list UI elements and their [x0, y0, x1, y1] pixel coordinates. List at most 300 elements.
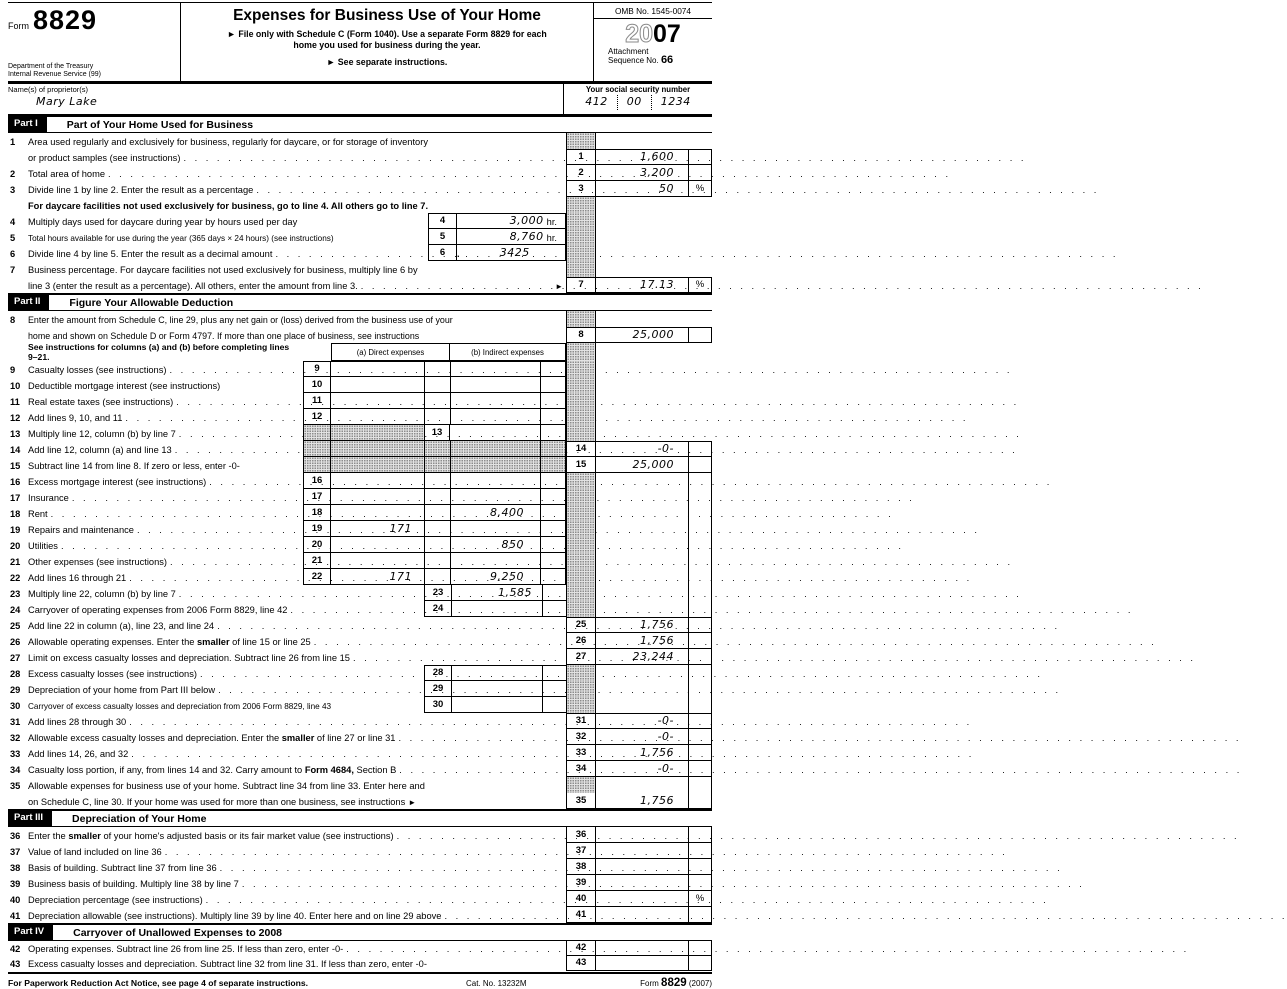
- line-27-cents[interactable]: [688, 649, 712, 664]
- shaded-cell: [566, 377, 596, 393]
- line-19-row: 19 Repairs and maintenance . . . 19 171: [8, 521, 712, 537]
- shaded-cell: [566, 681, 596, 697]
- line-19-indirect-amount[interactable]: [450, 521, 540, 536]
- line-35-number: 35: [10, 781, 21, 791]
- line-35-box-number: 35: [566, 793, 596, 808]
- part-3-label: Part III: [8, 811, 52, 826]
- form-subtitle-line1: ► File only with Schedule C (Form 1040). Use a separate Form 8829 for each: [227, 29, 547, 39]
- decimal-point: .: [457, 249, 460, 259]
- columns-note: See instructions for columns (a) and (b) before completing lines 9–21.: [28, 342, 290, 362]
- shaded-cell: [450, 457, 540, 472]
- form-word: Form: [8, 21, 29, 31]
- shaded-cell: [540, 441, 566, 456]
- line-32-amount[interactable]: -0-: [657, 730, 674, 743]
- line-12-direct-amount[interactable]: [331, 409, 424, 424]
- line-34-cents[interactable]: [688, 761, 712, 776]
- shaded-cell: [331, 441, 424, 456]
- line-37-box-number: 37: [566, 843, 596, 858]
- line-22-number: 22: [10, 573, 21, 583]
- dot-leaders: [220, 863, 566, 873]
- line-9-direct-amount[interactable]: [331, 362, 424, 376]
- line-36-text: Enter the: [28, 831, 69, 841]
- shaded-cell: [566, 777, 596, 793]
- right-arrow-icon: ►: [408, 798, 417, 807]
- line-4-box-number: 4: [428, 214, 457, 228]
- line-1-row-a: [8, 133, 712, 149]
- sequence-number: 66: [660, 54, 674, 66]
- dot-leaders: [129, 717, 566, 727]
- line-25-cents[interactable]: [688, 618, 712, 632]
- line-27-number: 27: [10, 653, 21, 663]
- form-8829-page: [0, 2, 721, 989]
- line-31-row: [8, 713, 712, 729]
- line-35-text-1: Allowable expenses for business use of your home. Subtract line 34 from line 33. Enter here and: [28, 781, 425, 791]
- line-35-row-b: [8, 793, 712, 809]
- line-18-row: 18 Rent . . . 18 8,400: [8, 505, 712, 521]
- line-11-text: Real estate taxes (see instructions): [28, 397, 174, 407]
- line-39-cents[interactable]: [688, 875, 712, 890]
- line-3-number: 3: [10, 185, 16, 195]
- part-3-bar: [8, 809, 712, 827]
- line-32-row: 32 Allowable excess casualty losses and depreciation. Enter the smaller of line 27 or line 31 . . . 32 -0-: [8, 729, 712, 745]
- part-2-title: Figure Your Allowable Deduction: [69, 296, 234, 309]
- line-41-cents[interactable]: [688, 907, 712, 922]
- dot-leaders: [275, 249, 428, 259]
- line-28-amount[interactable]: [452, 666, 542, 680]
- year-suffix: 07: [653, 20, 681, 48]
- line-43-cents[interactable]: [688, 956, 712, 970]
- footer-form-id: Form 8829 (2007): [640, 977, 712, 989]
- shaded-cell: [566, 505, 596, 521]
- line-42-text: Operating expenses. Subtract line 26 from line 25. If less than zero, enter -0-: [28, 944, 344, 954]
- line-29-amount[interactable]: [452, 681, 542, 696]
- line-31-cents[interactable]: [688, 714, 712, 728]
- line-7-box-number: 7: [566, 278, 596, 292]
- line-17-number: 17: [10, 493, 21, 503]
- dot-leaders: [169, 365, 303, 375]
- line-22-row: 22 Add lines 16 through 21 . . . 22 171 9,250: [8, 569, 712, 585]
- dot-leaders: [72, 493, 303, 503]
- dot-leaders: [175, 445, 303, 455]
- line-9-row: 9 Casualty losses (see instructions) . . . 9: [8, 361, 712, 377]
- line-10-direct-amount[interactable]: [331, 377, 424, 392]
- dot-leaders: [398, 733, 566, 743]
- line-5-number: 5: [10, 233, 16, 243]
- line-42-row: [8, 941, 712, 956]
- shaded-cell: [303, 425, 331, 440]
- shaded-cell: [566, 261, 596, 277]
- line-34-row: 34 Casualty loss portion, if any, from lines 14 and 32. Carry amount to Form 4684, Section B . . . 34 -0-: [8, 761, 712, 777]
- year-prefix: 20: [625, 20, 653, 48]
- line-18-number: 18: [10, 509, 21, 519]
- line-2-text: Total area of home: [28, 169, 106, 179]
- line-29-number: 29: [10, 685, 21, 695]
- line-41-box-number: 41: [566, 907, 596, 922]
- dot-leaders: [290, 605, 424, 615]
- line-40-text: Depreciation percentage (see instructions): [28, 895, 203, 905]
- line-23-amount[interactable]: 1,585: [498, 586, 532, 599]
- line-39-number: 39: [10, 879, 21, 889]
- line-34-box-number: 34: [566, 761, 596, 776]
- catalog-number: Cat. No. 13232M: [466, 979, 527, 988]
- line-34-text: Casualty loss portion, if any, from lines 14 and 32. Carry amount to: [28, 765, 305, 775]
- ssn-part-3: 1234: [660, 95, 691, 108]
- dot-leaders: [444, 911, 566, 921]
- shaded-cell: [566, 361, 596, 377]
- daycare-note-text: For daycare facilities not used exclusively for business, go to line 4. All others go to line 7.: [28, 201, 429, 211]
- line-11-direct-amount[interactable]: [331, 393, 424, 408]
- line-43-row: [8, 956, 712, 971]
- dot-leaders: [397, 831, 566, 841]
- line-33-row: [8, 745, 712, 761]
- part-1-title: Part of Your Home Used for Business: [66, 118, 254, 131]
- line-18-text: Rent: [28, 509, 48, 519]
- line-5-box-number: 5: [428, 229, 457, 244]
- line-14-text: Add line 12, column (a) and line 13: [28, 445, 172, 455]
- line-17-indirect-amount[interactable]: [450, 489, 540, 504]
- line-5-text: Total hours available for use during the year (365 days × 24 hours) (see instructions): [28, 234, 334, 243]
- column-a-header: (a) Direct expenses: [331, 343, 450, 361]
- line-24-amount[interactable]: [452, 601, 542, 616]
- line-40-percent-sign: %: [688, 891, 712, 906]
- dot-leaders: [108, 169, 566, 179]
- line-12-text: Add lines 9, 10, and 11: [28, 413, 123, 423]
- shaded-cell: [303, 457, 331, 472]
- line-7-row-b: [8, 277, 712, 293]
- line-11-number: 11: [10, 397, 20, 407]
- shaded-cell: [566, 521, 596, 537]
- dot-leaders: [242, 879, 566, 889]
- line-20-direct-amount[interactable]: [331, 537, 424, 552]
- line-19-text: Repairs and maintenance: [28, 525, 134, 535]
- line-16-indirect-amount[interactable]: [450, 473, 540, 488]
- line-36-box-number: 36: [566, 827, 596, 842]
- line-39-amount[interactable]: [596, 875, 688, 890]
- line-10-number: 10: [10, 381, 21, 391]
- line-40-number: 40: [10, 895, 21, 905]
- line-36-cents[interactable]: [688, 827, 712, 842]
- line-3-text: Divide line 1 by line 2. Enter the result as a percentage: [28, 185, 254, 195]
- line-31-text: Add lines 28 through 30: [28, 717, 127, 727]
- shaded-cell: [566, 665, 596, 681]
- shaded-cell: [566, 393, 596, 409]
- line-20-number: 20: [10, 541, 21, 551]
- shaded-cell: [566, 601, 596, 617]
- line-25-text: Add line 22 in column (a), line 23, and line 24: [28, 621, 215, 631]
- dot-leaders: [137, 525, 303, 535]
- shaded-cell: [424, 441, 450, 456]
- line-24-number: 24: [10, 605, 21, 615]
- part-2-bar: [8, 293, 712, 311]
- line-12-number: 12: [10, 413, 21, 423]
- line-36-amount[interactable]: [596, 827, 688, 842]
- line-26-amount[interactable]: 1,756: [640, 634, 674, 647]
- dot-leaders: [129, 573, 303, 583]
- taxpayer-row: [8, 84, 712, 115]
- shaded-cell: [303, 441, 331, 456]
- line-8-row-b: [8, 327, 712, 343]
- line-4-amount[interactable]: 3,000 hr.: [457, 214, 566, 228]
- dot-leaders: [218, 685, 424, 695]
- line-28-row: 28 Excess casualty losses (see instructions) . . . 28: [8, 665, 712, 681]
- part-4-bar: [8, 923, 712, 941]
- line-30-amount[interactable]: [452, 697, 542, 712]
- ssn-part-1: 412: [585, 95, 608, 108]
- line-24-text: Carryover of operating expenses from 2006 Form 8829, line 42: [28, 605, 288, 615]
- line-22-direct-amount[interactable]: 171: [389, 570, 412, 583]
- shaded-cell: [566, 569, 596, 585]
- line-20-indirect-amount[interactable]: 850: [450, 537, 540, 552]
- line-20-row: 20 Utilities . . . 20 850: [8, 537, 712, 553]
- line-39-row: [8, 875, 712, 891]
- line-34-amount[interactable]: -0-: [657, 762, 674, 775]
- line-18-direct-amount[interactable]: [331, 505, 424, 520]
- line-28-number: 28: [10, 669, 21, 679]
- line-12-indirect-amount[interactable]: [450, 409, 540, 424]
- line-19-number: 19: [10, 525, 21, 535]
- line-33-cents[interactable]: [688, 745, 712, 760]
- line-25-box-number: 25: [566, 618, 596, 632]
- line-6-box-number: 6: [428, 245, 457, 260]
- line-26-cents[interactable]: [688, 633, 712, 648]
- dot-leaders: [183, 153, 566, 163]
- line-21-text: Other expenses (see instructions): [28, 557, 167, 567]
- line-25-number: 25: [10, 621, 21, 631]
- line-1-row-b: [8, 149, 712, 165]
- part-1-label: Part I: [8, 117, 47, 132]
- line-7-amount[interactable]: 17.13: [640, 278, 674, 291]
- form-number: 8829: [33, 5, 98, 35]
- line-42-box-number: 42: [566, 941, 596, 955]
- dept-line-2: Internal Revenue Service (99): [8, 71, 101, 78]
- line-4-number: 4: [10, 217, 16, 227]
- line-32-cents[interactable]: [688, 729, 712, 744]
- line-30-text: Carryover of excess casualty losses and depreciation from 2006 Form 8829, line 43: [28, 702, 332, 711]
- line-31-amount[interactable]: -0-: [657, 714, 674, 727]
- shaded-cell: [566, 245, 596, 261]
- part-2-label: Part II: [8, 295, 49, 310]
- ssn-field[interactable]: [564, 95, 712, 110]
- line-27-amount[interactable]: 23,244: [632, 650, 674, 663]
- line-3-box-number: 3: [566, 181, 596, 196]
- line-7-row-a: [8, 261, 712, 277]
- line-14-number: 14: [10, 445, 21, 455]
- line-41-amount[interactable]: [596, 907, 688, 922]
- line-34-number: 34: [10, 765, 21, 775]
- line-25-amount[interactable]: 1,756: [640, 618, 674, 631]
- line-9-indirect-amount[interactable]: [450, 362, 540, 376]
- line-7-percent-sign: %: [688, 278, 712, 292]
- line-3-row: [8, 181, 712, 197]
- line-1-text-1: Area used regularly and exclusively for business, regularly for daycare, or for storage of inventory: [28, 137, 428, 147]
- line-13-text: Multiply line 12, column (b) by line 7: [28, 429, 176, 439]
- sequence-label: Sequence No.: [608, 56, 659, 65]
- line-2-cents[interactable]: [688, 165, 712, 180]
- line-31-number: 31: [10, 717, 21, 727]
- line-30-row: 30 Carryover of excess casualty losses and depreciation from 2006 Form 8829, line 43 30: [8, 697, 712, 713]
- line-40-amount[interactable]: [596, 891, 688, 906]
- paperwork-notice: For Paperwork Reduction Act Notice, see page 4 of separate instructions.: [8, 978, 309, 988]
- line-38-row: [8, 859, 712, 875]
- line-16-row: 16 Excess mortgage interest (see instructions) . . . 16: [8, 473, 712, 489]
- dot-leaders: [61, 541, 303, 551]
- dot-leaders: [200, 669, 424, 679]
- line-17-row: 17 Insurance . . . 17: [8, 489, 712, 505]
- line-40-row: [8, 891, 712, 907]
- line-27-row: [8, 649, 712, 665]
- line-35-cents[interactable]: [688, 793, 712, 808]
- line-5-unit: hr.: [546, 233, 557, 243]
- column-b-header: (b) Indirect expenses: [450, 343, 566, 361]
- line-36-row: 36 Enter the smaller of your home's adjusted basis or its fair market value (see instructions) . . . 36: [8, 827, 712, 843]
- line-35-amount[interactable]: 1,756: [640, 794, 674, 807]
- attachment-label: Attachment: [608, 47, 649, 56]
- line-19-direct-amount[interactable]: 171: [389, 522, 412, 535]
- shaded-cell: [566, 425, 596, 441]
- line-41-number: 41: [10, 911, 21, 921]
- line-11-indirect-amount[interactable]: [450, 393, 540, 408]
- line-26-row: 26 Allowable operating expenses. Enter the smaller of line 15 or line 25 . . . 26 1,756: [8, 633, 712, 649]
- dot-leaders: [217, 621, 566, 631]
- line-5-row: [8, 229, 712, 245]
- shaded-cell: [424, 457, 450, 472]
- line-4-unit: hr.: [546, 217, 557, 227]
- line-8-number: 8: [10, 315, 16, 325]
- line-26-number: 26: [10, 637, 21, 647]
- line-4-text: Multiply days used for daycare during year by hours used per day: [28, 217, 298, 227]
- line-35-text-2: on Schedule C, line 30. If your home was used for more than one business, see instructions: [28, 797, 406, 807]
- line-42-number: 42: [10, 944, 21, 954]
- line-11-row: 11 Real estate taxes (see instructions) . . . 11: [8, 393, 712, 409]
- line-6-number: 6: [10, 249, 16, 259]
- line-35-row-a: [8, 777, 712, 793]
- line-1-cents[interactable]: [688, 150, 712, 164]
- line-33-box-number: 33: [566, 745, 596, 760]
- line-5-amount[interactable]: 8,760 hr.: [457, 229, 566, 244]
- proprietor-name-field[interactable]: Mary Lake: [36, 95, 98, 108]
- line-38-cents[interactable]: [688, 859, 712, 874]
- line-6-amount[interactable]: . 3425: [457, 245, 566, 260]
- line-37-cents[interactable]: [688, 843, 712, 858]
- line-23-text: Multiply line 22, column (b) by line 7: [28, 589, 176, 599]
- line-9-text: Casualty losses (see instructions): [28, 365, 167, 375]
- line-27-box-number: 27: [566, 649, 596, 664]
- shaded-cell: [450, 441, 540, 456]
- shaded-cell: [566, 343, 596, 361]
- line-10-indirect-amount[interactable]: [450, 377, 540, 392]
- line-15-amount[interactable]: 25,000: [632, 458, 674, 471]
- dot-leaders: [165, 847, 566, 857]
- line-24-row: 24 Carryover of operating expenses from 2006 Form 8829, line 42 . . . 24: [8, 601, 712, 617]
- shaded-cell: [331, 425, 424, 440]
- line-2-amount[interactable]: 3,200: [640, 166, 674, 179]
- line-18-indirect-amount[interactable]: 8,400: [450, 505, 540, 520]
- shaded-cell: [566, 473, 596, 489]
- line-16-direct-amount[interactable]: [331, 473, 424, 488]
- line-38-number: 38: [10, 863, 21, 873]
- line-8-cents[interactable]: [688, 328, 712, 342]
- line-37-amount[interactable]: [596, 843, 688, 858]
- line-25-row: [8, 617, 712, 633]
- shaded-cell: [566, 213, 596, 229]
- shaded-cell: [566, 553, 596, 569]
- line-13-indirect-amount[interactable]: [450, 425, 540, 440]
- line-14-row: [8, 441, 712, 457]
- columns-header-row: [8, 343, 712, 361]
- line-14-amount[interactable]: -0-: [657, 442, 674, 455]
- dot-leaders: [206, 895, 566, 905]
- line-43-amount[interactable]: [596, 956, 688, 970]
- line-1-number: 1: [10, 137, 16, 147]
- line-23-row: 23 Multiply line 22, column (b) by line 7 . . . 23 1,585: [8, 585, 712, 601]
- line-9-number: 9: [10, 365, 16, 375]
- line-16-number: 16: [10, 477, 21, 487]
- line-15-box-number: 15: [566, 457, 596, 472]
- line-21-direct-amount[interactable]: [331, 553, 424, 568]
- line-15-text: Subtract line 14 from line 8. If zero or less, enter -0-: [28, 461, 240, 471]
- line-28-text: Excess casualty losses (see instructions): [28, 669, 197, 679]
- line-39-box-number: 39: [566, 875, 596, 890]
- line-39-text: Business basis of building. Multiply line 38 by line 7: [28, 879, 239, 889]
- line-33-text: Add lines 14, 26, and 32: [28, 749, 129, 759]
- daycare-note-row: [8, 197, 712, 213]
- line-7-text-2: line 3 (enter the result as a percentage). All others, enter the amount from line 3.: [28, 281, 358, 291]
- line-38-amount[interactable]: [596, 859, 688, 874]
- dot-leaders: [51, 509, 303, 519]
- line-42-amount[interactable]: [596, 941, 688, 955]
- line-3-amount[interactable]: 50: [659, 182, 674, 195]
- shaded-cell: [566, 229, 596, 245]
- dot-leaders: [131, 749, 566, 759]
- line-8-amount[interactable]: 25,000: [632, 328, 674, 341]
- line-6-text: Divide line 4 by line 5. Enter the result as a decimal amount: [28, 249, 273, 259]
- line-22-indirect-amount[interactable]: 9,250: [450, 569, 540, 584]
- omb-year-block: [593, 3, 712, 81]
- line-14-cents[interactable]: [688, 442, 712, 456]
- line-8-text-1: Enter the amount from Schedule C, line 29, plus any net gain or (loss) derived from the business use of your: [28, 315, 453, 325]
- form-title: Expenses for Business Use of Your Home: [233, 7, 541, 24]
- line-17-direct-amount[interactable]: [331, 489, 424, 504]
- form-subtitle-line2: home you used for business during the year.: [293, 39, 481, 50]
- line-26-text: Allowable operating expenses. Enter the: [28, 637, 198, 647]
- shaded-cell: [566, 197, 596, 213]
- line-6-row: [8, 245, 712, 261]
- line-15-cents[interactable]: [688, 457, 712, 472]
- line-41-text: Depreciation allowable (see instructions). Multiply line 39 by line 40. Enter here and on line 29 above: [28, 911, 442, 921]
- line-23-number: 23: [10, 589, 21, 599]
- right-arrow-icon: ►: [555, 282, 563, 291]
- line-21-indirect-amount[interactable]: [450, 553, 540, 568]
- line-1-box-number: 1: [566, 150, 596, 164]
- line-32-text: Allowable excess casualty losses and depreciation. Enter the: [28, 733, 282, 743]
- line-33-amount[interactable]: 1,756: [640, 746, 674, 759]
- line-1-amount[interactable]: 1,600: [640, 150, 674, 163]
- shaded-cell: [566, 537, 596, 553]
- dot-leaders: [346, 944, 566, 954]
- dot-leaders: [361, 281, 552, 291]
- line-17-text: Insurance: [28, 493, 69, 503]
- line-12-row: 12 Add lines 9, 10, and 11 . . . 12: [8, 409, 712, 425]
- line-37-text: Value of land included on line 36: [28, 847, 162, 857]
- dot-leaders: [170, 557, 303, 567]
- line-43-text: Excess casualty losses and depreciation. Subtract line 32 from line 31. If less than zero, enter -0-: [28, 959, 427, 969]
- dot-leaders: [179, 589, 424, 599]
- shaded-cell: [540, 457, 566, 472]
- line-42-cents[interactable]: [688, 941, 712, 955]
- shaded-cell: [566, 409, 596, 425]
- ssn-part-2: 00: [626, 95, 642, 108]
- line-29-row: 29 Depreciation of your home from Part III below . . . 29: [8, 681, 712, 697]
